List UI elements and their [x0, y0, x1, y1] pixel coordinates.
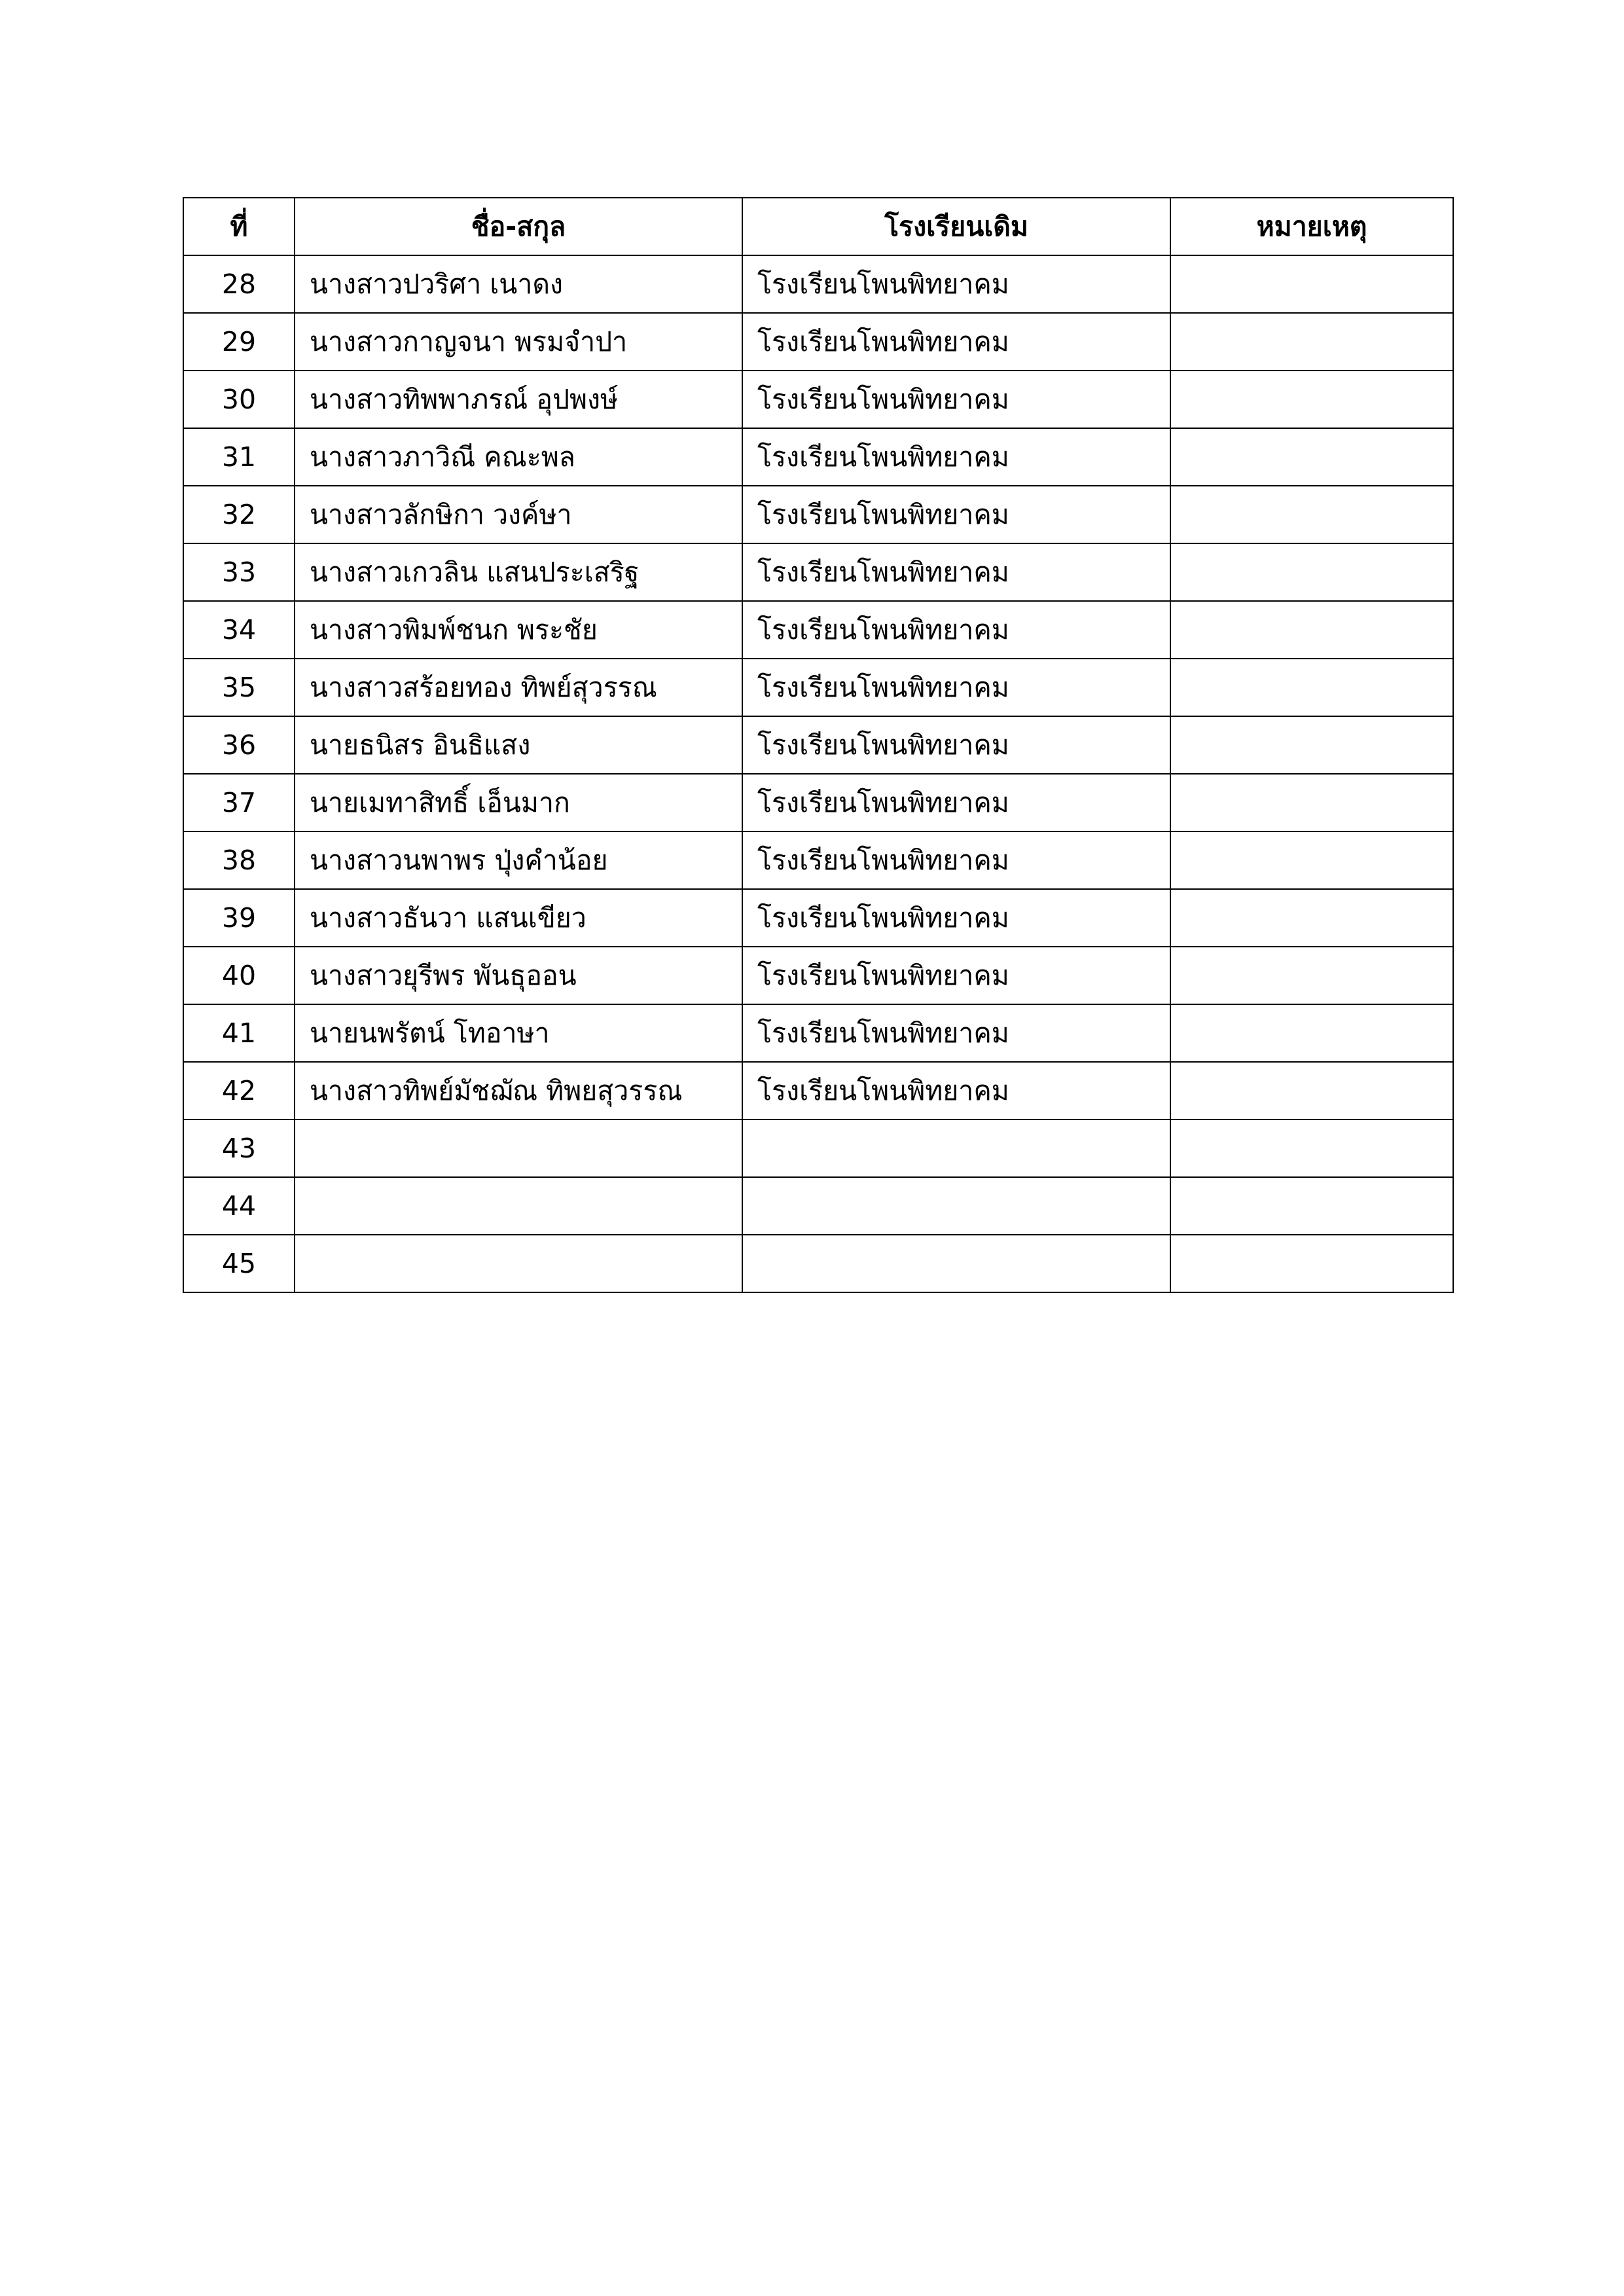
header-school: โรงเรียนเดิม [742, 198, 1170, 255]
cell-no: 30 [183, 371, 295, 428]
cell-school: โรงเรียนโพนพิทยาคม [742, 255, 1170, 313]
cell-note [1170, 255, 1453, 313]
cell-name: นางสาวปวริศา เนาดง [295, 255, 742, 313]
cell-note [1170, 486, 1453, 543]
cell-note [1170, 371, 1453, 428]
cell-school: โรงเรียนโพนพิทยาคม [742, 659, 1170, 716]
cell-name: นางสาวภาวิณี คณะพล [295, 428, 742, 486]
cell-name: นายเมทาสิทธิ์ เอ็นมาก [295, 774, 742, 831]
cell-name: นางสาวนพาพร ปุ่งคำน้อย [295, 831, 742, 889]
table-row [183, 1120, 1453, 1177]
cell-school [742, 1235, 1170, 1292]
cell-name: นางสาวสร้อยทอง ทิพย์สุวรรณ [295, 659, 742, 716]
cell-school: โรงเรียนโพนพิทยาคม [742, 601, 1170, 659]
table-row [183, 371, 1453, 428]
cell-note [1170, 716, 1453, 774]
cell-school: โรงเรียนโพนพิทยาคม [742, 1004, 1170, 1062]
table-row [183, 659, 1453, 716]
table-row [183, 601, 1453, 659]
cell-no: 36 [183, 716, 295, 774]
cell-note [1170, 831, 1453, 889]
cell-school: โรงเรียนโพนพิทยาคม [742, 486, 1170, 543]
cell-note [1170, 601, 1453, 659]
cell-no: 29 [183, 313, 295, 371]
cell-no: 34 [183, 601, 295, 659]
table-row [183, 486, 1453, 543]
cell-no: 38 [183, 831, 295, 889]
cell-school: โรงเรียนโพนพิทยาคม [742, 947, 1170, 1004]
table-row [183, 313, 1453, 371]
cell-note [1170, 659, 1453, 716]
cell-no: 33 [183, 543, 295, 601]
cell-note [1170, 1120, 1453, 1177]
cell-school: โรงเรียนโพนพิทยาคม [742, 543, 1170, 601]
cell-school: โรงเรียนโพนพิทยาคม [742, 889, 1170, 947]
cell-no: 39 [183, 889, 295, 947]
table-row [183, 255, 1453, 313]
cell-name [295, 1120, 742, 1177]
table-row [183, 947, 1453, 1004]
cell-school: โรงเรียนโพนพิทยาคม [742, 1062, 1170, 1120]
cell-school: โรงเรียนโพนพิทยาคม [742, 313, 1170, 371]
table-row [183, 428, 1453, 486]
cell-note [1170, 889, 1453, 947]
cell-school: โรงเรียนโพนพิทยาคม [742, 428, 1170, 486]
table-row [183, 1177, 1453, 1235]
cell-no: 35 [183, 659, 295, 716]
cell-name: นางสาวธันวา แสนเขียว [295, 889, 742, 947]
cell-no: 40 [183, 947, 295, 1004]
cell-school: โรงเรียนโพนพิทยาคม [742, 831, 1170, 889]
table-row [183, 1062, 1453, 1120]
cell-school: โรงเรียนโพนพิทยาคม [742, 371, 1170, 428]
table-row [183, 716, 1453, 774]
header-no: ที่ [183, 198, 295, 255]
cell-name: นางสาวทิพพาภรณ์ อุปพงษ์ [295, 371, 742, 428]
cell-name: นางสาวกาญจนา พรมจำปา [295, 313, 742, 371]
cell-name: นายธนิสร อินธิแสง [295, 716, 742, 774]
table-row [183, 1004, 1453, 1062]
cell-note [1170, 1177, 1453, 1235]
cell-school [742, 1120, 1170, 1177]
cell-note [1170, 1004, 1453, 1062]
table-row [183, 889, 1453, 947]
table-body [183, 255, 1453, 1292]
table-row [183, 831, 1453, 889]
table-row [183, 774, 1453, 831]
cell-note [1170, 543, 1453, 601]
cell-note [1170, 428, 1453, 486]
table-header-row [183, 198, 1453, 255]
cell-name: นางสาวพิมพ์ชนก พระชัย [295, 601, 742, 659]
cell-note [1170, 1235, 1453, 1292]
cell-no: 42 [183, 1062, 295, 1120]
cell-name [295, 1177, 742, 1235]
cell-no: 43 [183, 1120, 295, 1177]
cell-no: 31 [183, 428, 295, 486]
cell-no: 28 [183, 255, 295, 313]
cell-note [1170, 774, 1453, 831]
cell-no: 44 [183, 1177, 295, 1235]
cell-school [742, 1177, 1170, 1235]
cell-school: โรงเรียนโพนพิทยาคม [742, 716, 1170, 774]
student-list-table [183, 197, 1454, 1293]
table-row [183, 1235, 1453, 1292]
cell-no: 37 [183, 774, 295, 831]
table-row [183, 543, 1453, 601]
header-note: หมายเหตุ [1170, 198, 1453, 255]
cell-name: นางสาวทิพย์มัชฌัณ ทิพยสุวรรณ [295, 1062, 742, 1120]
header-name: ชื่อ-สกุล [295, 198, 742, 255]
cell-name: นายนพรัตน์ โทอาษา [295, 1004, 742, 1062]
cell-no: 45 [183, 1235, 295, 1292]
cell-name: นางสาวยุรีพร พันธุออน [295, 947, 742, 1004]
cell-note [1170, 947, 1453, 1004]
cell-name [295, 1235, 742, 1292]
cell-school: โรงเรียนโพนพิทยาคม [742, 774, 1170, 831]
cell-name: นางสาวลักษิกา วงค์ษา [295, 486, 742, 543]
cell-no: 41 [183, 1004, 295, 1062]
cell-no: 32 [183, 486, 295, 543]
cell-note [1170, 1062, 1453, 1120]
cell-name: นางสาวเกวลิน แสนประเสริฐ [295, 543, 742, 601]
cell-note [1170, 313, 1453, 371]
